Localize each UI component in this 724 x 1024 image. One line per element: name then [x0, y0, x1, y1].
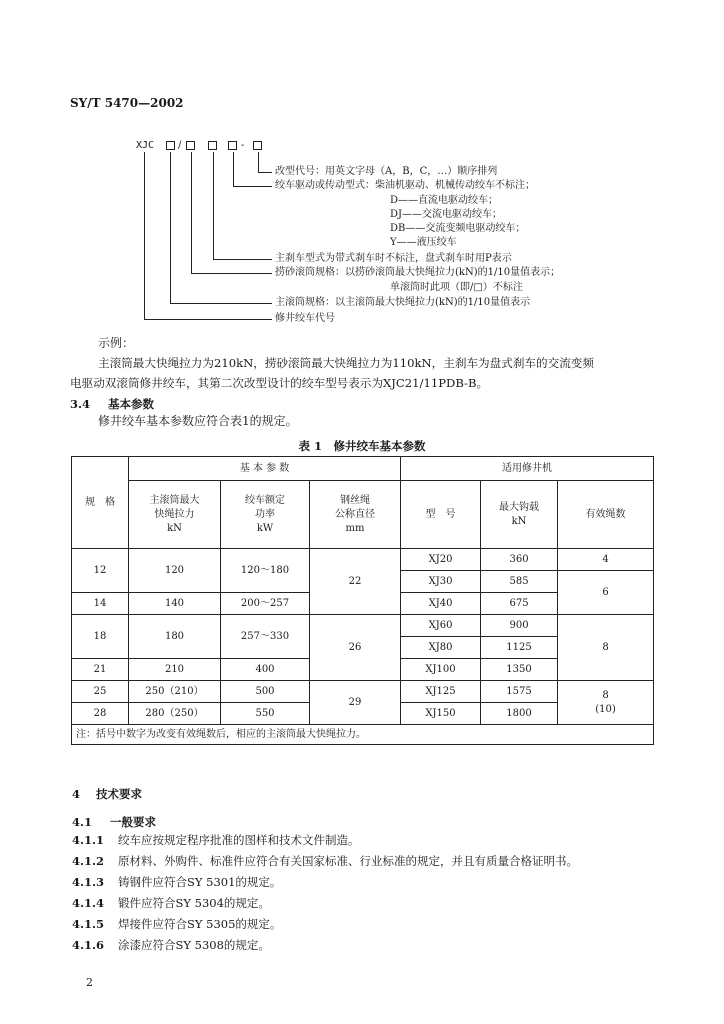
cell-rope: 29: [310, 681, 401, 725]
section-number: 3.4: [70, 397, 91, 411]
header-rope-line1: 钢丝绳: [340, 494, 370, 506]
item-text: 原材料、外购件、标准件应符合有关国家标准、行业标准的规定，并且有质量合格证明书。: [118, 854, 578, 868]
header-power: [221, 481, 310, 549]
cell-pull: 120: [129, 549, 221, 593]
header-basic-params: 基 本 参 数: [129, 457, 401, 481]
connector-brake-h: [213, 259, 272, 260]
cell-load: 1800: [481, 703, 558, 725]
item-number: 4.1.6: [72, 938, 105, 952]
header-power-line2: 功率: [255, 508, 275, 520]
cell-power: 500: [221, 681, 310, 703]
header-pull-unit: kN: [167, 522, 182, 534]
cell-lines: 8: [558, 615, 654, 681]
cell-spec: 12: [72, 549, 129, 593]
header-power-unit: kW: [256, 522, 274, 534]
cell-pull: 250（210）: [129, 681, 221, 703]
code-box-sand-drum: [186, 141, 195, 150]
connector-sand-drum-h: [191, 273, 272, 274]
section-4-1-heading: [72, 814, 156, 830]
table-note: 注：括号中数字为改变有效绳数后，相应的主滚筒最大快绳拉力。: [72, 725, 654, 745]
connector-main-drum-h: [170, 303, 272, 304]
code-slash: /: [178, 140, 182, 151]
code-prefix: XJC: [136, 140, 155, 151]
example-line-2: 电驱动双滚筒修井绞车，其第二次改型设计的绞车型号表示为XJC21/11PDB-B。: [70, 376, 489, 390]
cell-load: 1125: [481, 637, 558, 659]
item-number: 4.1.5: [72, 917, 105, 931]
code-box-main-drum: [166, 141, 175, 150]
label-single-drum: 单滚筒时此项（即/□）不标注: [390, 282, 523, 293]
item-number: 4.1.3: [72, 875, 105, 889]
cell-pull: 210: [129, 659, 221, 681]
code-box-brake: [208, 141, 217, 150]
section-3-4-text: 修井绞车基本参数应符合表1的规定。: [98, 414, 298, 428]
cell-spec: 18: [72, 615, 129, 659]
label-drive-type: 绞车驱动或传动型式：柴油机驱动、机械传动绞车不标注；: [275, 180, 535, 191]
label-drive-d: D——直流电驱动绞车；: [390, 195, 499, 206]
page-number: 2: [86, 976, 93, 989]
header-pull-line1: 主滚筒最大: [149, 494, 200, 506]
label-drive-dj: DJ——交流电驱动绞车；: [390, 209, 503, 220]
cell-lines-alt-value: (10): [595, 703, 616, 715]
cell-lines: 4: [558, 549, 654, 571]
cell-model: XJ20: [401, 549, 481, 571]
cell-power: 120～180: [221, 549, 310, 593]
label-main-drum: 主滚筒规格：以主滚筒最大快绳拉力(kN)的1/10量值表示: [275, 297, 531, 308]
connector-drive-h: [233, 186, 272, 187]
requirements-list: [72, 830, 578, 956]
header-rope: [310, 481, 401, 549]
label-revision: 改型代号：用英文字母（A，B，C，…）顺序排列: [275, 166, 498, 177]
label-drive-db: DB——交流变频电驱动绞车；: [390, 223, 526, 234]
item-text: 铸钢件应符合SY 5301的规定。: [118, 875, 282, 889]
cell-spec: 14: [72, 593, 129, 615]
item-text: 绞车应按规定程序批准的图样和技术文件制造。: [118, 833, 360, 847]
header-power-line1: 绞车额定: [245, 494, 285, 506]
table-caption: 表 1 修井绞车基本参数: [298, 439, 426, 453]
cell-load: 1350: [481, 659, 558, 681]
cell-spec: 28: [72, 703, 129, 725]
code-box-drive: [228, 141, 237, 150]
list-item: [72, 914, 578, 935]
cell-pull: 180: [129, 615, 221, 659]
item-number: 4.1.1: [72, 833, 105, 847]
cell-lines-value: 8: [602, 689, 609, 701]
header-rope-unit: mm: [345, 522, 365, 534]
cell-model: XJ100: [401, 659, 481, 681]
connector-prefix-h: [144, 319, 272, 320]
list-item: [72, 872, 578, 893]
cell-model: XJ40: [401, 593, 481, 615]
cell-pull: 280（250）: [129, 703, 221, 725]
header-pull-line2: 快绳拉力: [154, 508, 195, 520]
cell-spec: 21: [72, 659, 129, 681]
cell-power: 257～330: [221, 615, 310, 659]
connector-sand-drum: [191, 152, 192, 273]
item-text: 涂漆应符合SY 5308的规定。: [118, 938, 270, 952]
cell-rope: 22: [310, 549, 401, 615]
header-rope-line2: 公称直径: [335, 508, 375, 520]
connector-brake: [213, 152, 214, 259]
header-lines: 有效绳数: [558, 481, 654, 549]
cell-load: 360: [481, 549, 558, 571]
section-number: 4: [72, 787, 81, 801]
list-item: [72, 851, 578, 872]
cell-load: 675: [481, 593, 558, 615]
list-item: [72, 893, 578, 914]
section-title: 基本参数: [108, 397, 155, 411]
connector-revision-h: [258, 172, 272, 173]
header-applicable-rig: 适用修井机: [401, 457, 654, 481]
code-box-revision: [253, 141, 262, 150]
section-title: 技术要求: [96, 787, 143, 801]
cell-load: 585: [481, 571, 558, 593]
cell-model: XJ125: [401, 681, 481, 703]
cell-load: 900: [481, 615, 558, 637]
cell-model: XJ30: [401, 571, 481, 593]
cell-power: 550: [221, 703, 310, 725]
cell-load: 1575: [481, 681, 558, 703]
section-title: 一般要求: [110, 815, 157, 829]
item-text: 焊接件应符合SY 5305的规定。: [118, 917, 282, 931]
item-number: 4.1.4: [72, 896, 105, 910]
example-label: 示例：: [98, 336, 135, 350]
header-model: 型 号: [401, 481, 481, 549]
cell-lines: 6: [558, 571, 654, 615]
example-line-1: 主滚筒最大快绳拉力为210kN，捞砂滚筒最大快绳拉力为110kN，主刹车为盘式刹车的交流变频: [98, 356, 594, 370]
code-dash: -: [241, 140, 245, 151]
cell-pull: 140: [129, 593, 221, 615]
connector-prefix: [144, 152, 145, 319]
header-load: [481, 481, 558, 549]
cell-power: 200～257: [221, 593, 310, 615]
header-load-unit: kN: [511, 515, 527, 527]
label-prefix: 修井绞车代号: [275, 313, 335, 324]
header-spec: 规 格: [72, 457, 129, 549]
standard-header: SY/T 5470—2002: [70, 96, 184, 110]
cell-model: XJ60: [401, 615, 481, 637]
connector-revision: [258, 152, 259, 172]
cell-rope: 26: [310, 615, 401, 681]
label-brake: 主刹车型式为带式刹车时不标注，盘式刹车时用P表示: [275, 253, 512, 264]
cell-model: XJ150: [401, 703, 481, 725]
list-item: [72, 935, 578, 956]
section-number: 4.1: [72, 815, 93, 829]
header-pull: [129, 481, 221, 549]
item-text: 锻件应符合SY 5304的规定。: [118, 896, 270, 910]
parameters-table: [71, 456, 654, 745]
connector-drive: [233, 152, 234, 186]
cell-spec: 25: [72, 681, 129, 703]
label-drive-y: Y——液压绞车: [390, 237, 457, 248]
item-number: 4.1.2: [72, 854, 105, 868]
section-4-heading: [72, 786, 142, 802]
cell-power: 400: [221, 659, 310, 681]
list-item: [72, 830, 578, 851]
header-load-line1: 最大钩载: [499, 501, 540, 513]
cell-lines: [558, 681, 654, 725]
connector-main-drum: [170, 152, 171, 303]
label-sand-drum: 捞砂滚筒规格：以捞砂滚筒最大快绳拉力(kN)的1/10量值表示；: [275, 267, 561, 278]
cell-model: XJ80: [401, 637, 481, 659]
